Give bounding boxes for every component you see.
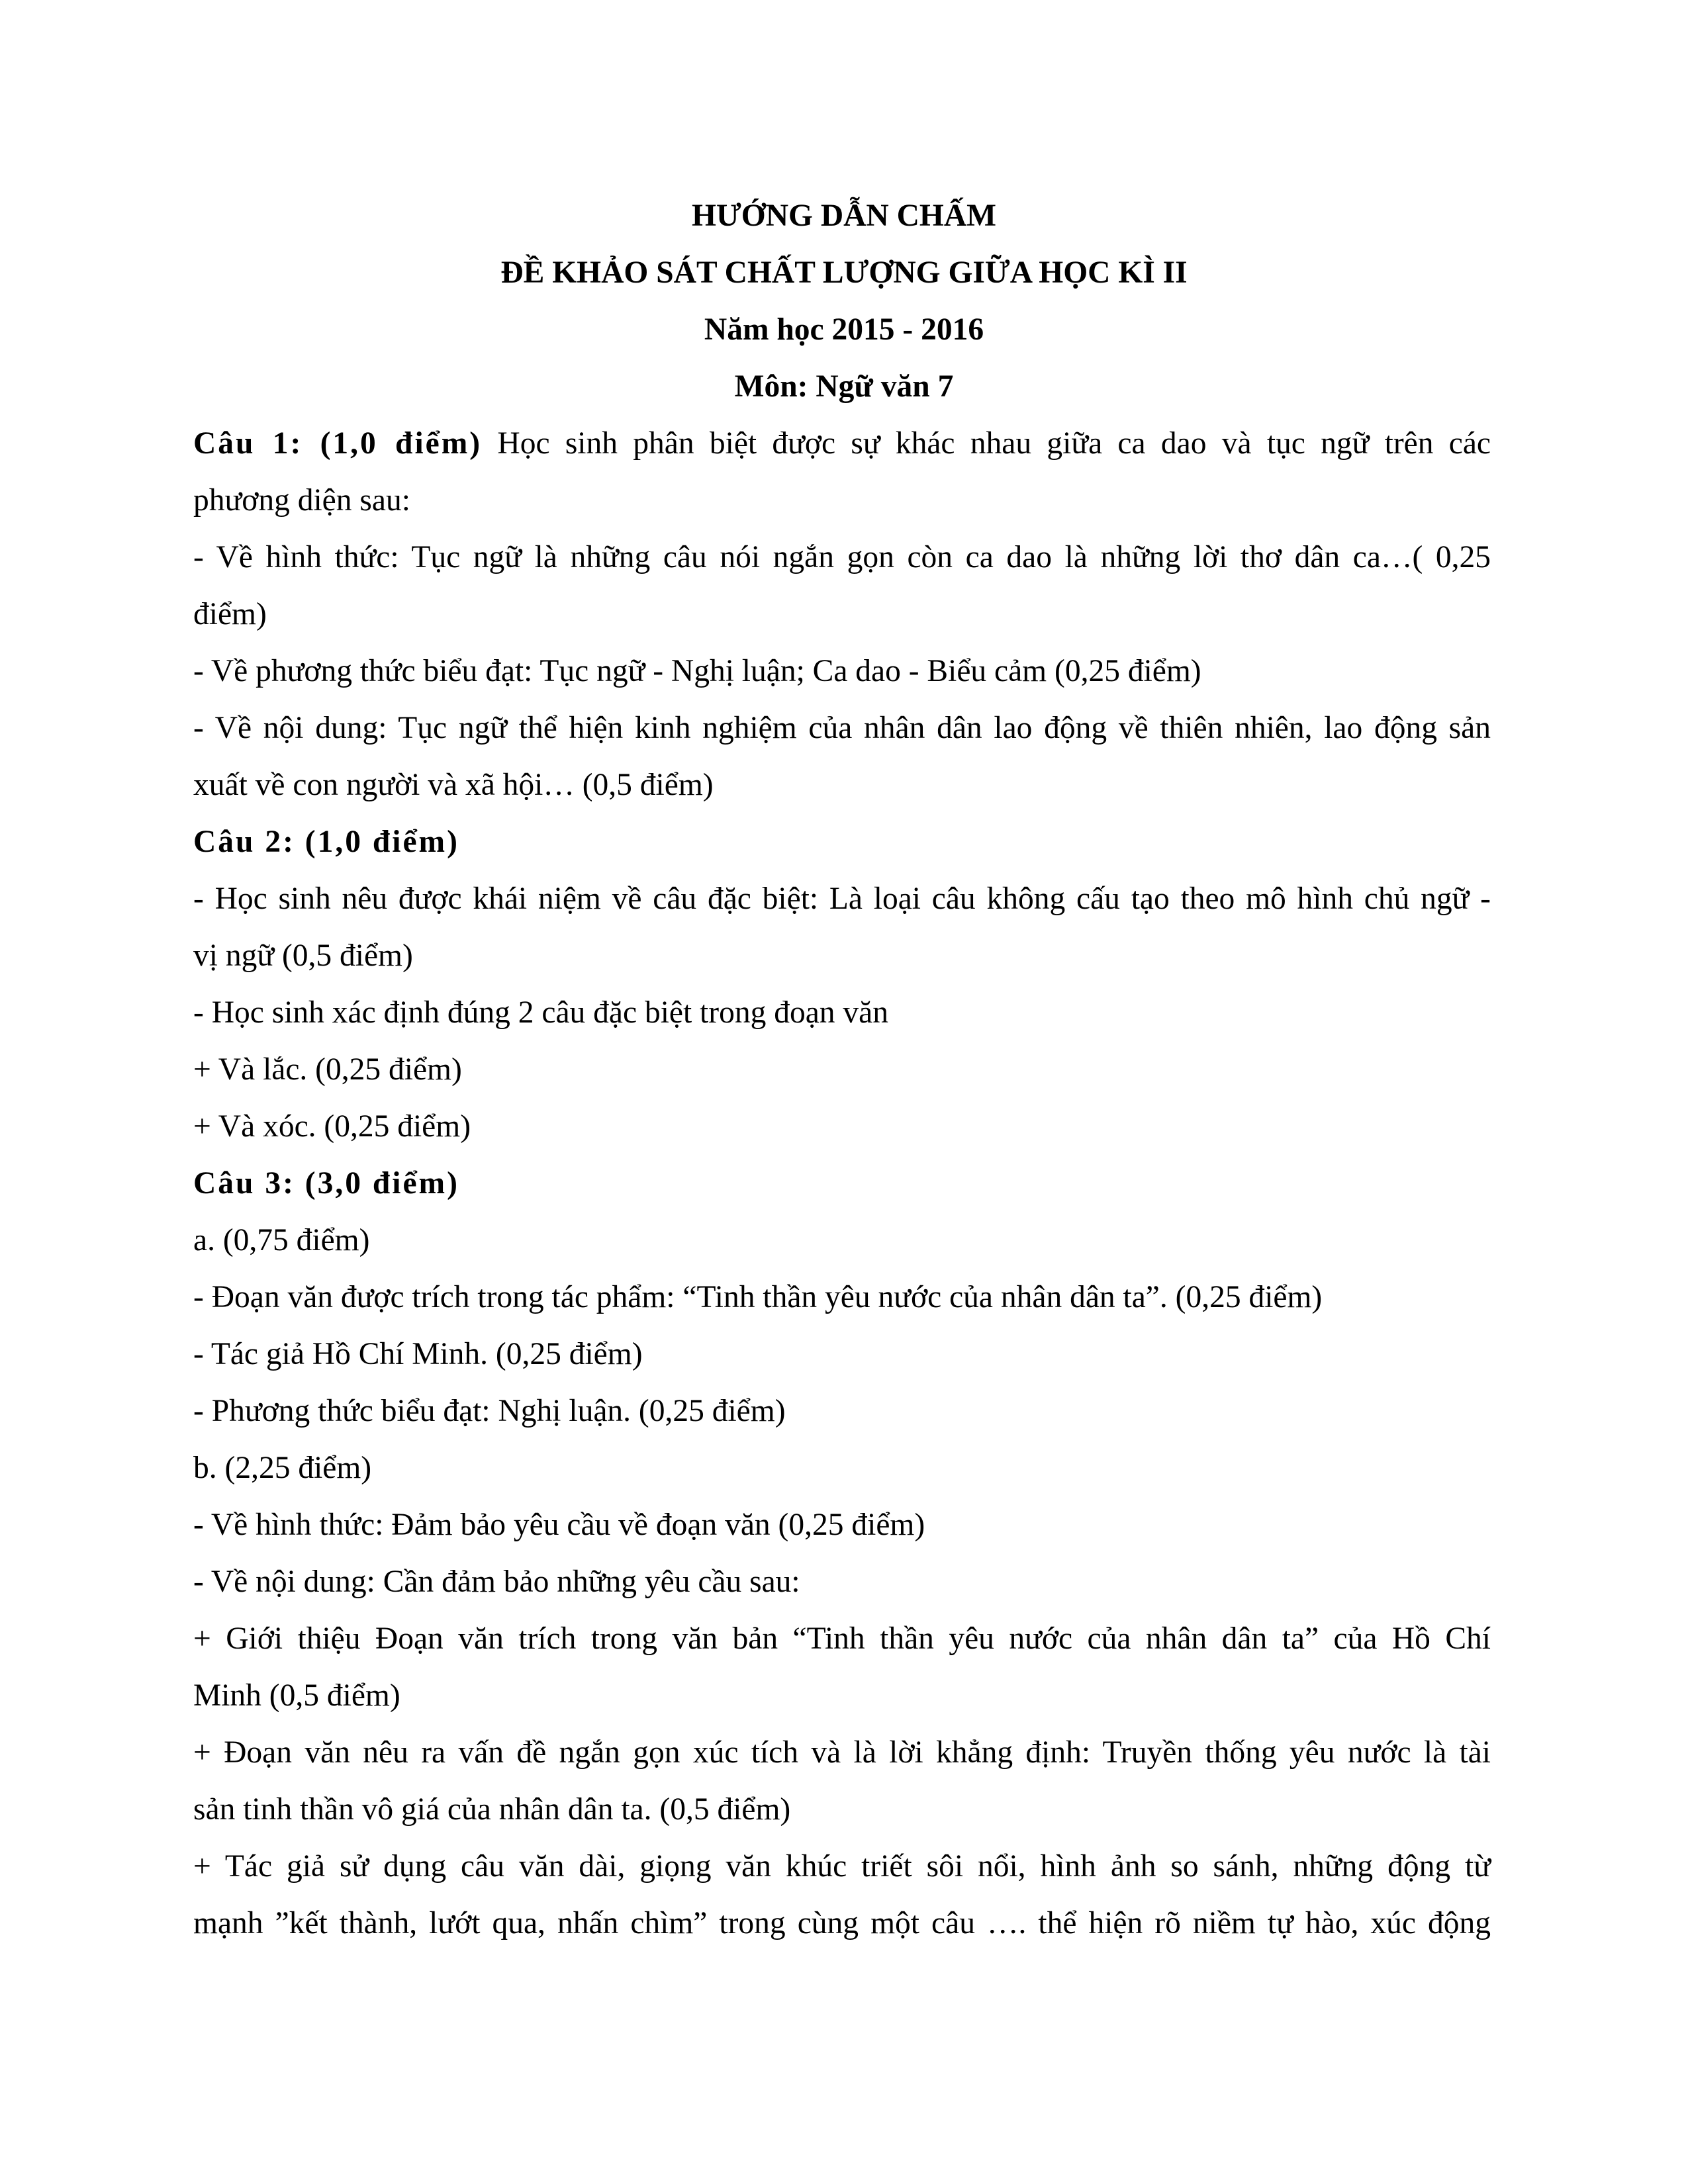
q1-heading: Câu 1: (1,0 điểm)	[193, 426, 483, 461]
subject: Môn: Ngữ văn 7	[734, 369, 954, 404]
q3-b-item-3-line1: + Giới thiệu Đoạn văn trích trong văn bản “Tinh thần yêu nước của nhân dân ta” của Hồ Chí	[193, 1621, 1491, 1656]
doc-title: HƯỚNG DẪN CHẤM	[692, 199, 996, 233]
q1-content-line2: xuất về con người và xã hội… (0,5 điểm)	[193, 768, 714, 802]
q3-b-item-4-line2: sản tinh thần vô giá của nhân dân ta. (0,5 điểm)	[193, 1792, 791, 1827]
q1-method: - Về phương thức biểu đạt: Tục ngữ - Nghị luận; Ca dao - Biểu cảm (0,25 điểm)	[193, 654, 1201, 688]
q3-a-item-3: - Phương thức biểu đạt: Nghị luận. (0,25 điểm)	[193, 1394, 786, 1428]
q3-b-label: b. (2,25 điểm)	[193, 1451, 372, 1485]
q2-heading: Câu 2: (1,0 điểm)	[193, 825, 459, 859]
q1-intro-line2: phương diện sau:	[193, 483, 410, 518]
q2-sentence-1: + Và lắc. (0,25 điểm)	[193, 1052, 462, 1087]
q3-heading: Câu 3: (3,0 điểm)	[193, 1166, 459, 1201]
school-year: Năm học 2015 - 2016	[704, 312, 984, 347]
q3-b-item-3-line2: Minh (0,5 điểm)	[193, 1678, 400, 1713]
q3-b-item-2: - Về nội dung: Cần đảm bảo những yêu cầu sau:	[193, 1565, 800, 1599]
q3-b-item-4-line1: + Đoạn văn nêu ra vấn đề ngắn gọn xúc tích và là lời khẳng định: Truyền thống yêu nước là tài	[193, 1735, 1491, 1770]
q2-concept-line1: - Học sinh nêu được khái niệm về câu đặc biệt: Là loại câu không cấu tạo theo mô hình chủ ngữ -	[193, 882, 1491, 916]
q2-sentence-2: + Và xóc. (0,25 điểm)	[193, 1109, 471, 1144]
q3-a-label: a. (0,75 điểm)	[193, 1223, 370, 1257]
q1-intro-line1	[193, 424, 1491, 463]
q2-identify: - Học sinh xác định đúng 2 câu đặc biệt trong đoạn văn	[193, 995, 888, 1030]
exam-title: ĐỀ KHẢO SÁT CHẤT LƯỢNG GIỮA HỌC KÌ II	[500, 255, 1188, 290]
q1-form-line1: - Về hình thức: Tục ngữ là những câu nói ngắn gọn còn ca dao là những lời thơ dân ca…( 0,25	[193, 540, 1491, 574]
q3-b-item-5-line1: + Tác giả sử dụng câu văn dài, giọng văn khúc triết sôi nổi, hình ảnh so sánh, những động từ	[193, 1849, 1491, 1884]
q2-concept-line2: vị ngữ (0,5 điểm)	[193, 938, 413, 973]
q3-b-item-5-line2: mạnh ”kết thành, lướt qua, nhấn chìm” trong cùng một câu …. thể hiện rõ niềm tự hào, xúc động	[193, 1906, 1491, 1940]
q1-content-line1: - Về nội dung: Tục ngữ thể hiện kinh nghiệm của nhân dân lao động về thiên nhiên, lao động sản	[193, 711, 1491, 745]
q1-form-line2: điểm)	[193, 597, 267, 631]
q3-a-item-1: - Đoạn văn được trích trong tác phẩm: “Tinh thần yêu nước của nhân dân ta”. (0,25 điểm)	[193, 1280, 1323, 1314]
q3-a-item-2: - Tác giả Hồ Chí Minh. (0,25 điểm)	[193, 1337, 643, 1371]
q3-b-item-1: - Về hình thức: Đảm bảo yêu cầu về đoạn văn (0,25 điểm)	[193, 1508, 925, 1542]
q1-intro-text: Học sinh phân biệt được sự khác nhau giữa ca dao và tục ngữ trên các	[482, 426, 1491, 461]
